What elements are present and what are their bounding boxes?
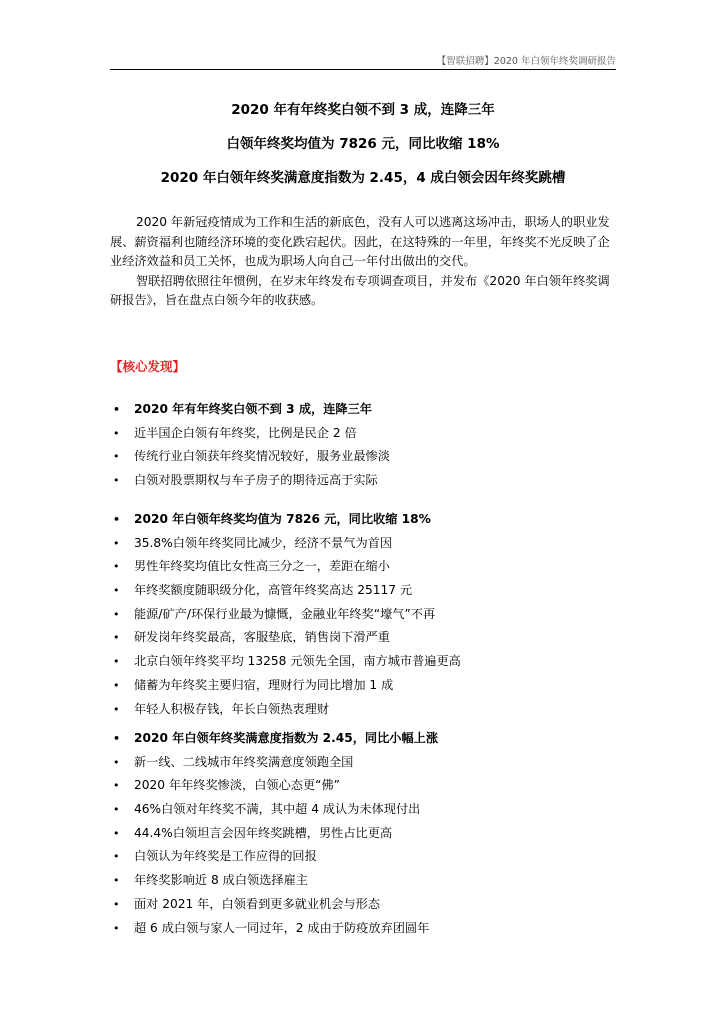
findings-group-heading: [110, 398, 616, 422]
list-item: [110, 869, 616, 893]
list-item-text: 新一线、二线城市年终奖满意度领跑全国: [134, 754, 354, 769]
bullet-icon: •: [113, 450, 120, 464]
list-item: [110, 798, 616, 822]
headline-3: 2020 年白领年终奖满意度指数为 2.45，4 成白领会因年终奖跳槽: [160, 170, 566, 186]
list-item-text: 年终奖额度随职级分化，高管年终奖高达 25117 元: [134, 583, 413, 598]
list-item: [110, 603, 616, 627]
findings-group-heading: [110, 727, 616, 751]
list-item-text: 男性年终奖均值比女性高三分之一，差距在缩小: [134, 559, 390, 574]
list-item-text: 面对 2021 年，白领看到更多就业机会与形态: [134, 896, 380, 911]
bullet-icon: •: [113, 655, 120, 669]
list-item: [110, 751, 616, 775]
findings-group-1: [110, 398, 616, 493]
list-item-text: 白领对股票期权与车子房子的期待远高于实际: [134, 473, 378, 488]
list-item: [110, 579, 616, 603]
headline-1: 2020 年有年终奖白领不到 3 成，连降三年: [231, 102, 495, 118]
section-label-core-findings: 【核心发现】: [110, 359, 186, 374]
list-item: [110, 893, 616, 917]
list-item-text: 北京白领年终奖平均 13258 元领先全国，南方城市普遍更高: [134, 654, 461, 669]
list-item: [110, 845, 616, 869]
bullet-icon: •: [113, 803, 120, 817]
intro-section: [110, 213, 616, 311]
bullet-icon: •: [113, 631, 120, 645]
bullet-icon: •: [113, 536, 120, 550]
bullet-icon: •: [113, 779, 120, 793]
list-item: [110, 445, 616, 469]
header-title: 【智联招聘】2020 年白领年终奖调研报告: [436, 56, 616, 67]
bullet-icon: •: [113, 732, 121, 745]
list-item-text: 超 6 成白领与家人一同过年，2 成由于防疫放弃团圆年: [134, 920, 430, 935]
header-divider: [110, 69, 616, 70]
bullet-icon: •: [113, 403, 121, 416]
list-item-text: 35.8%白领年终奖同比减少，经济不景气为首因: [134, 535, 393, 550]
list-item: [110, 917, 616, 941]
bullet-icon: •: [113, 584, 120, 598]
list-item-text: 能源/矿产/环保行业最为慷慨，金融业年终奖“壕气”不再: [134, 606, 436, 621]
list-item: [110, 650, 616, 674]
list-item: [110, 422, 616, 446]
list-item-text: 研发岗年终奖最高，客服垫底，销售岗下滑严重: [134, 630, 390, 645]
headline-block: [110, 100, 616, 202]
bullet-icon: •: [113, 678, 120, 692]
bullet-icon: •: [113, 850, 120, 864]
bullet-icon: •: [113, 897, 120, 911]
findings-group-heading: [110, 508, 616, 532]
bullet-icon: •: [113, 607, 120, 621]
bullet-icon: •: [113, 874, 120, 888]
headline-2: 白领年终奖均值为 7826 元，同比收缩 18%: [226, 136, 500, 152]
list-item: [110, 674, 616, 698]
list-item-text: 46%白领对年终奖不满，其中超 4 成认为未体现付出: [134, 802, 421, 817]
list-item: [110, 469, 616, 493]
list-item-text: 2020 年年终奖惨淡，白领心态更“佛”: [134, 778, 340, 793]
bullet-icon: •: [113, 755, 120, 769]
list-item-text: 年终奖影响近 8 成白领选择雇主: [134, 873, 308, 888]
bullet-icon: •: [113, 560, 120, 574]
list-item: [110, 626, 616, 650]
list-item: [110, 822, 616, 846]
list-item-text: 年轻人积极存钱，年长白领热衷理财: [134, 701, 329, 716]
findings-group-2: [110, 508, 616, 721]
intro-paragraph-2: 智联招聘依照往年惯例，在岁末年终发布专项调查项目，并发布《2020 年白领年终奖调研报告》，旨在盘点白领今年的收获感。: [110, 273, 610, 307]
list-item-text: 近半国企白领有年终奖，比例是民企 2 倍: [134, 425, 357, 440]
list-item: [110, 555, 616, 579]
findings-heading-text: 2020 年白领年终奖满意度指数为 2.45，同比小幅上涨: [134, 731, 439, 745]
bullet-icon: •: [113, 826, 120, 840]
list-item: [110, 774, 616, 798]
findings-heading-text: 2020 年有年终奖白领不到 3 成，连降三年: [134, 402, 372, 416]
list-item: [110, 698, 616, 722]
list-item-text: 44.4%白领坦言会因年终奖跳槽，男性占比更高: [134, 825, 393, 840]
bullet-icon: •: [113, 702, 120, 716]
list-item: [110, 532, 616, 556]
list-item-text: 储蓄为年终奖主要归宿，理财行为同比增加 1 成: [134, 677, 394, 692]
bullet-icon: •: [113, 474, 120, 488]
list-item-text: 传统行业白领获年终奖情况较好，服务业最惨淡: [134, 449, 390, 464]
bullet-icon: •: [113, 921, 120, 935]
intro-paragraph-1: 2020 年新冠疫情成为工作和生活的新底色，没有人可以逃离这场冲击，职场人的职业发展、薪资福利也随经济环境的变化跌宕起伏。因此，在这特殊的一年里，年终奖不光反映了企业经济效益和员工关怀，也成为职场人向自己一年付出做出的交代。: [110, 215, 610, 268]
bullet-icon: •: [113, 426, 120, 440]
list-item-text: 白领认为年终奖是工作应得的回报: [134, 849, 317, 864]
findings-heading-text: 2020 年白领年终奖均值为 7826 元，同比收缩 18%: [134, 512, 431, 526]
findings-group-3: [110, 727, 616, 940]
bullet-icon: •: [113, 513, 121, 526]
